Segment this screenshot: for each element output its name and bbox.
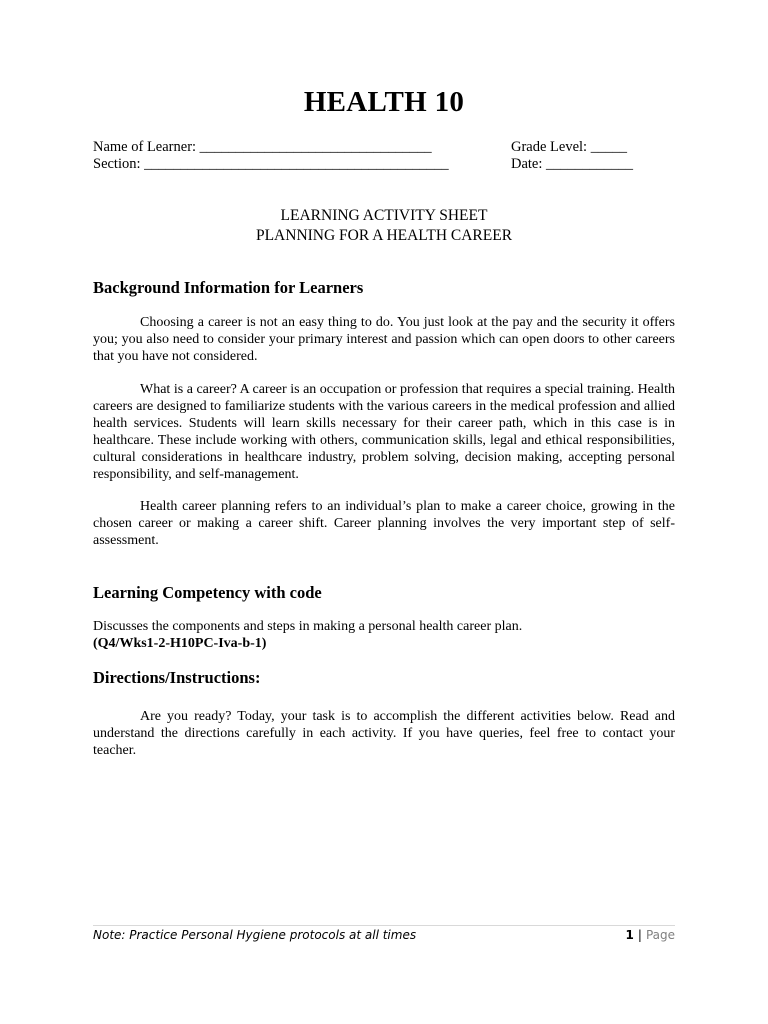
directions-heading: Directions/Instructions:: [93, 668, 261, 687]
background-paragraph-1: Choosing a career is not an easy thing to do. You just look at the pay and the security it offers you; you also need to consider your primary interest and passion which can open doors to other careers that you have not considered.: [93, 315, 675, 364]
footer-note: Note: Practice Personal Hygiene protocols at all times: [93, 928, 417, 942]
page-number: [626, 928, 675, 942]
page-word: Page: [645, 928, 675, 942]
competency-heading: Learning Competency with code: [93, 583, 322, 602]
page-number-value: 1: [625, 928, 634, 942]
sheet-heading-2: PLANNING FOR A HEALTH CAREER: [255, 227, 513, 244]
name-of-learner-field: Name of Learner: ________________________________: [93, 139, 432, 155]
date-field: Date: ____________: [511, 156, 634, 172]
background-paragraph-2: What is a career? A career is an occupation or profession that requires a special training. Health careers are designed to familiarize students with the various careers in the medical profession and allied health services. Students will learn skills necessary for their career path, which in this case is in healthcare. These include working with others, communication skills, legal and ethical responsibilities, cultural considerations in healthcare industry, problem solving, decision making, accepting personal responsibility, and self-management.: [93, 382, 675, 482]
section-field: Section: __________________________________________: [93, 156, 449, 172]
competency-code: (Q4/Wks1-2-H10PC-Iva-b-1): [93, 636, 267, 651]
footer-divider: [93, 925, 675, 926]
document-title: HEALTH 10: [303, 86, 465, 118]
sheet-heading-1: LEARNING ACTIVITY SHEET: [280, 207, 488, 224]
background-heading: Background Information for Learners: [93, 278, 364, 297]
directions-text: Are you ready? Today, your task is to accomplish the different activities below. Read and understand the directions carefully in each activity. If you have queries, feel free to contact your teacher.: [93, 709, 675, 758]
competency-text: Discusses the components and steps in making a personal health career plan.: [93, 619, 523, 634]
grade-level-field: Grade Level: _____: [511, 139, 627, 155]
page-separator: |: [637, 928, 642, 942]
background-paragraph-3: Health career planning refers to an individual’s plan to make a career choice, growing in the chosen career or making a career shift. Career planning involves the very important step of self-assessment.: [93, 499, 675, 548]
